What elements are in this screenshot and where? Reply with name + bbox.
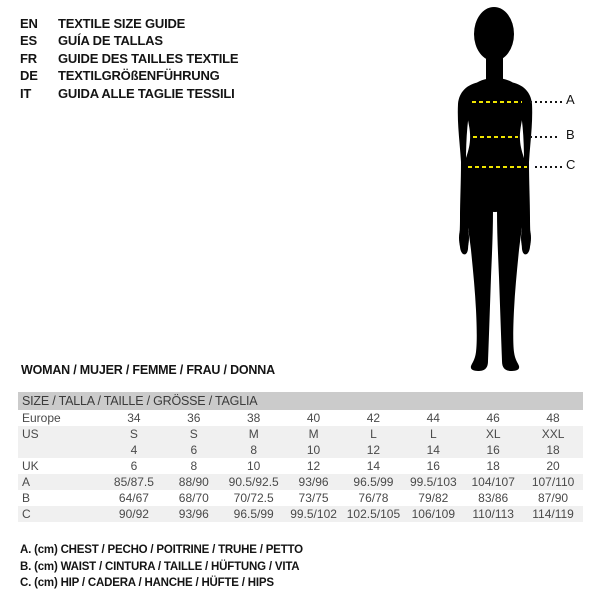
language-row: [20, 50, 238, 67]
measure-line-C: [468, 166, 527, 168]
measure-leader-C: [535, 166, 565, 168]
row-label: B: [22, 491, 31, 505]
table-cell: 99.5/103: [409, 475, 457, 489]
table-cell: 83/86: [478, 491, 509, 505]
table-cell: 10: [306, 443, 321, 457]
body-silhouette-figure: [440, 4, 600, 376]
language-code: EN: [20, 16, 38, 31]
language-code: DE: [20, 68, 38, 84]
table-cell: 93/96: [298, 475, 329, 489]
table-cell: 76/78: [358, 491, 389, 505]
language-title: GUIDE DES TAILLES TEXTILE: [58, 50, 239, 66]
table-cell: M: [248, 427, 259, 441]
table-cell: 6: [130, 459, 138, 473]
table-cell: 73/75: [298, 491, 329, 505]
table-cell: 46: [486, 411, 500, 425]
table-cell: 104/107: [471, 475, 515, 489]
measure-label-B: B: [566, 127, 575, 142]
measure-label-A: A: [566, 92, 575, 107]
table-cell: 16: [486, 443, 500, 457]
woman-silhouette-graphic: [440, 4, 550, 372]
row-label: Europe: [22, 411, 61, 425]
table-cell: 87/90: [538, 491, 569, 505]
table-cell: 12: [366, 443, 381, 457]
legend-line: A. (cm) CHEST / PECHO / POITRINE / TRUHE / PETTO: [20, 544, 303, 556]
table-row: [18, 410, 583, 426]
row-label: US: [22, 427, 39, 441]
table-cell: M: [308, 427, 319, 441]
language-title: TEXTILE SIZE GUIDE: [58, 16, 186, 31]
table-cell: 18: [546, 443, 560, 457]
measure-leader-B: [530, 136, 557, 138]
table-row: [18, 426, 583, 442]
table-row: [18, 490, 583, 506]
legend-line: B. (cm) WAIST / CINTURA / TAILLE / HÜFTUNG / VITA: [20, 560, 300, 573]
table-cell: 14: [366, 459, 381, 473]
row-label: A: [22, 475, 31, 489]
table-cell: 99.5/102: [290, 507, 337, 521]
language-title: GUÍA DE TALLAS: [58, 33, 163, 49]
section-title: WOMAN / MUJER / FEMME / FRAU / DONNA: [21, 363, 275, 377]
language-row: [20, 67, 238, 84]
table-cell: 14: [426, 443, 440, 457]
language-title-list: [20, 15, 238, 102]
row-label: [18, 442, 104, 458]
measure-line-A: [472, 101, 522, 103]
table-cell: 10: [247, 459, 261, 473]
language-title: TEXTILGRÖßENFÜHRUNG: [58, 68, 220, 84]
table-cell: XL: [485, 427, 501, 441]
language-row: [20, 85, 238, 102]
measure-leader-A: [530, 101, 562, 103]
measure-label-C: C: [566, 157, 576, 172]
table-cell: L: [429, 427, 437, 441]
table-cell: 102.5/105: [346, 507, 401, 521]
table-cell: 34: [127, 411, 141, 425]
table-cell: 90.5/92.5: [228, 475, 279, 489]
table-cell: 96.5/99: [233, 507, 274, 521]
language-row: [20, 32, 238, 49]
table-cell: XXL: [541, 427, 565, 441]
table-cell: 96.5/99: [353, 475, 394, 489]
table-cell: 68/70: [178, 491, 209, 505]
measurement-legend: [20, 542, 303, 592]
table-cell: 4: [130, 443, 138, 457]
measure-line-B: [473, 136, 518, 138]
table-cell: 70/72.5: [233, 491, 274, 505]
language-code: IT: [20, 85, 32, 101]
size-table-header: SIZE / TALLA / TAILLE / GRÖSSE / TAGLIA: [18, 392, 583, 410]
table-row: [18, 442, 583, 458]
table-cell: 38: [247, 411, 261, 425]
language-row: [20, 15, 238, 32]
table-cell: 93/96: [178, 507, 209, 521]
table-cell: L: [370, 427, 377, 441]
language-code: FR: [20, 50, 37, 66]
table-cell: 6: [190, 443, 198, 457]
table-cell: S: [129, 427, 138, 441]
table-cell: 48: [546, 411, 560, 425]
table-cell: 64/67: [118, 491, 149, 505]
row-label: C: [22, 507, 31, 521]
table-cell: 8: [190, 459, 198, 473]
table-cell: 44: [426, 411, 440, 425]
table-cell: 85/87.5: [113, 475, 154, 489]
table-row: [18, 474, 583, 490]
table-row: [18, 506, 583, 522]
table-cell: 110/113: [472, 507, 514, 521]
table-cell: 8: [250, 443, 258, 457]
row-label: UK: [22, 459, 39, 473]
table-row: [18, 458, 583, 474]
language-code: ES: [20, 33, 37, 49]
table-cell: 12: [306, 459, 321, 473]
size-table: [18, 392, 583, 522]
legend-line: C. (cm) HIP / CADERA / HANCHE / HÜFTE / HIPS: [20, 577, 274, 589]
size-table-body: [18, 410, 583, 522]
table-cell: 20: [546, 459, 560, 473]
table-cell: 114/119: [532, 507, 574, 521]
table-cell: 16: [426, 459, 440, 473]
table-cell: 40: [306, 411, 321, 425]
table-cell: 42: [366, 411, 381, 425]
table-cell: 36: [187, 411, 201, 425]
table-cell: 88/90: [178, 475, 209, 489]
table-cell: 79/82: [418, 491, 449, 505]
table-cell: 107/110: [531, 475, 575, 489]
table-cell: S: [189, 427, 198, 441]
language-title: GUIDA ALLE TAGLIE TESSILI: [58, 85, 235, 101]
table-cell: 18: [486, 459, 500, 473]
table-cell: 90/92: [118, 507, 149, 521]
table-cell: 106/109: [411, 507, 455, 521]
